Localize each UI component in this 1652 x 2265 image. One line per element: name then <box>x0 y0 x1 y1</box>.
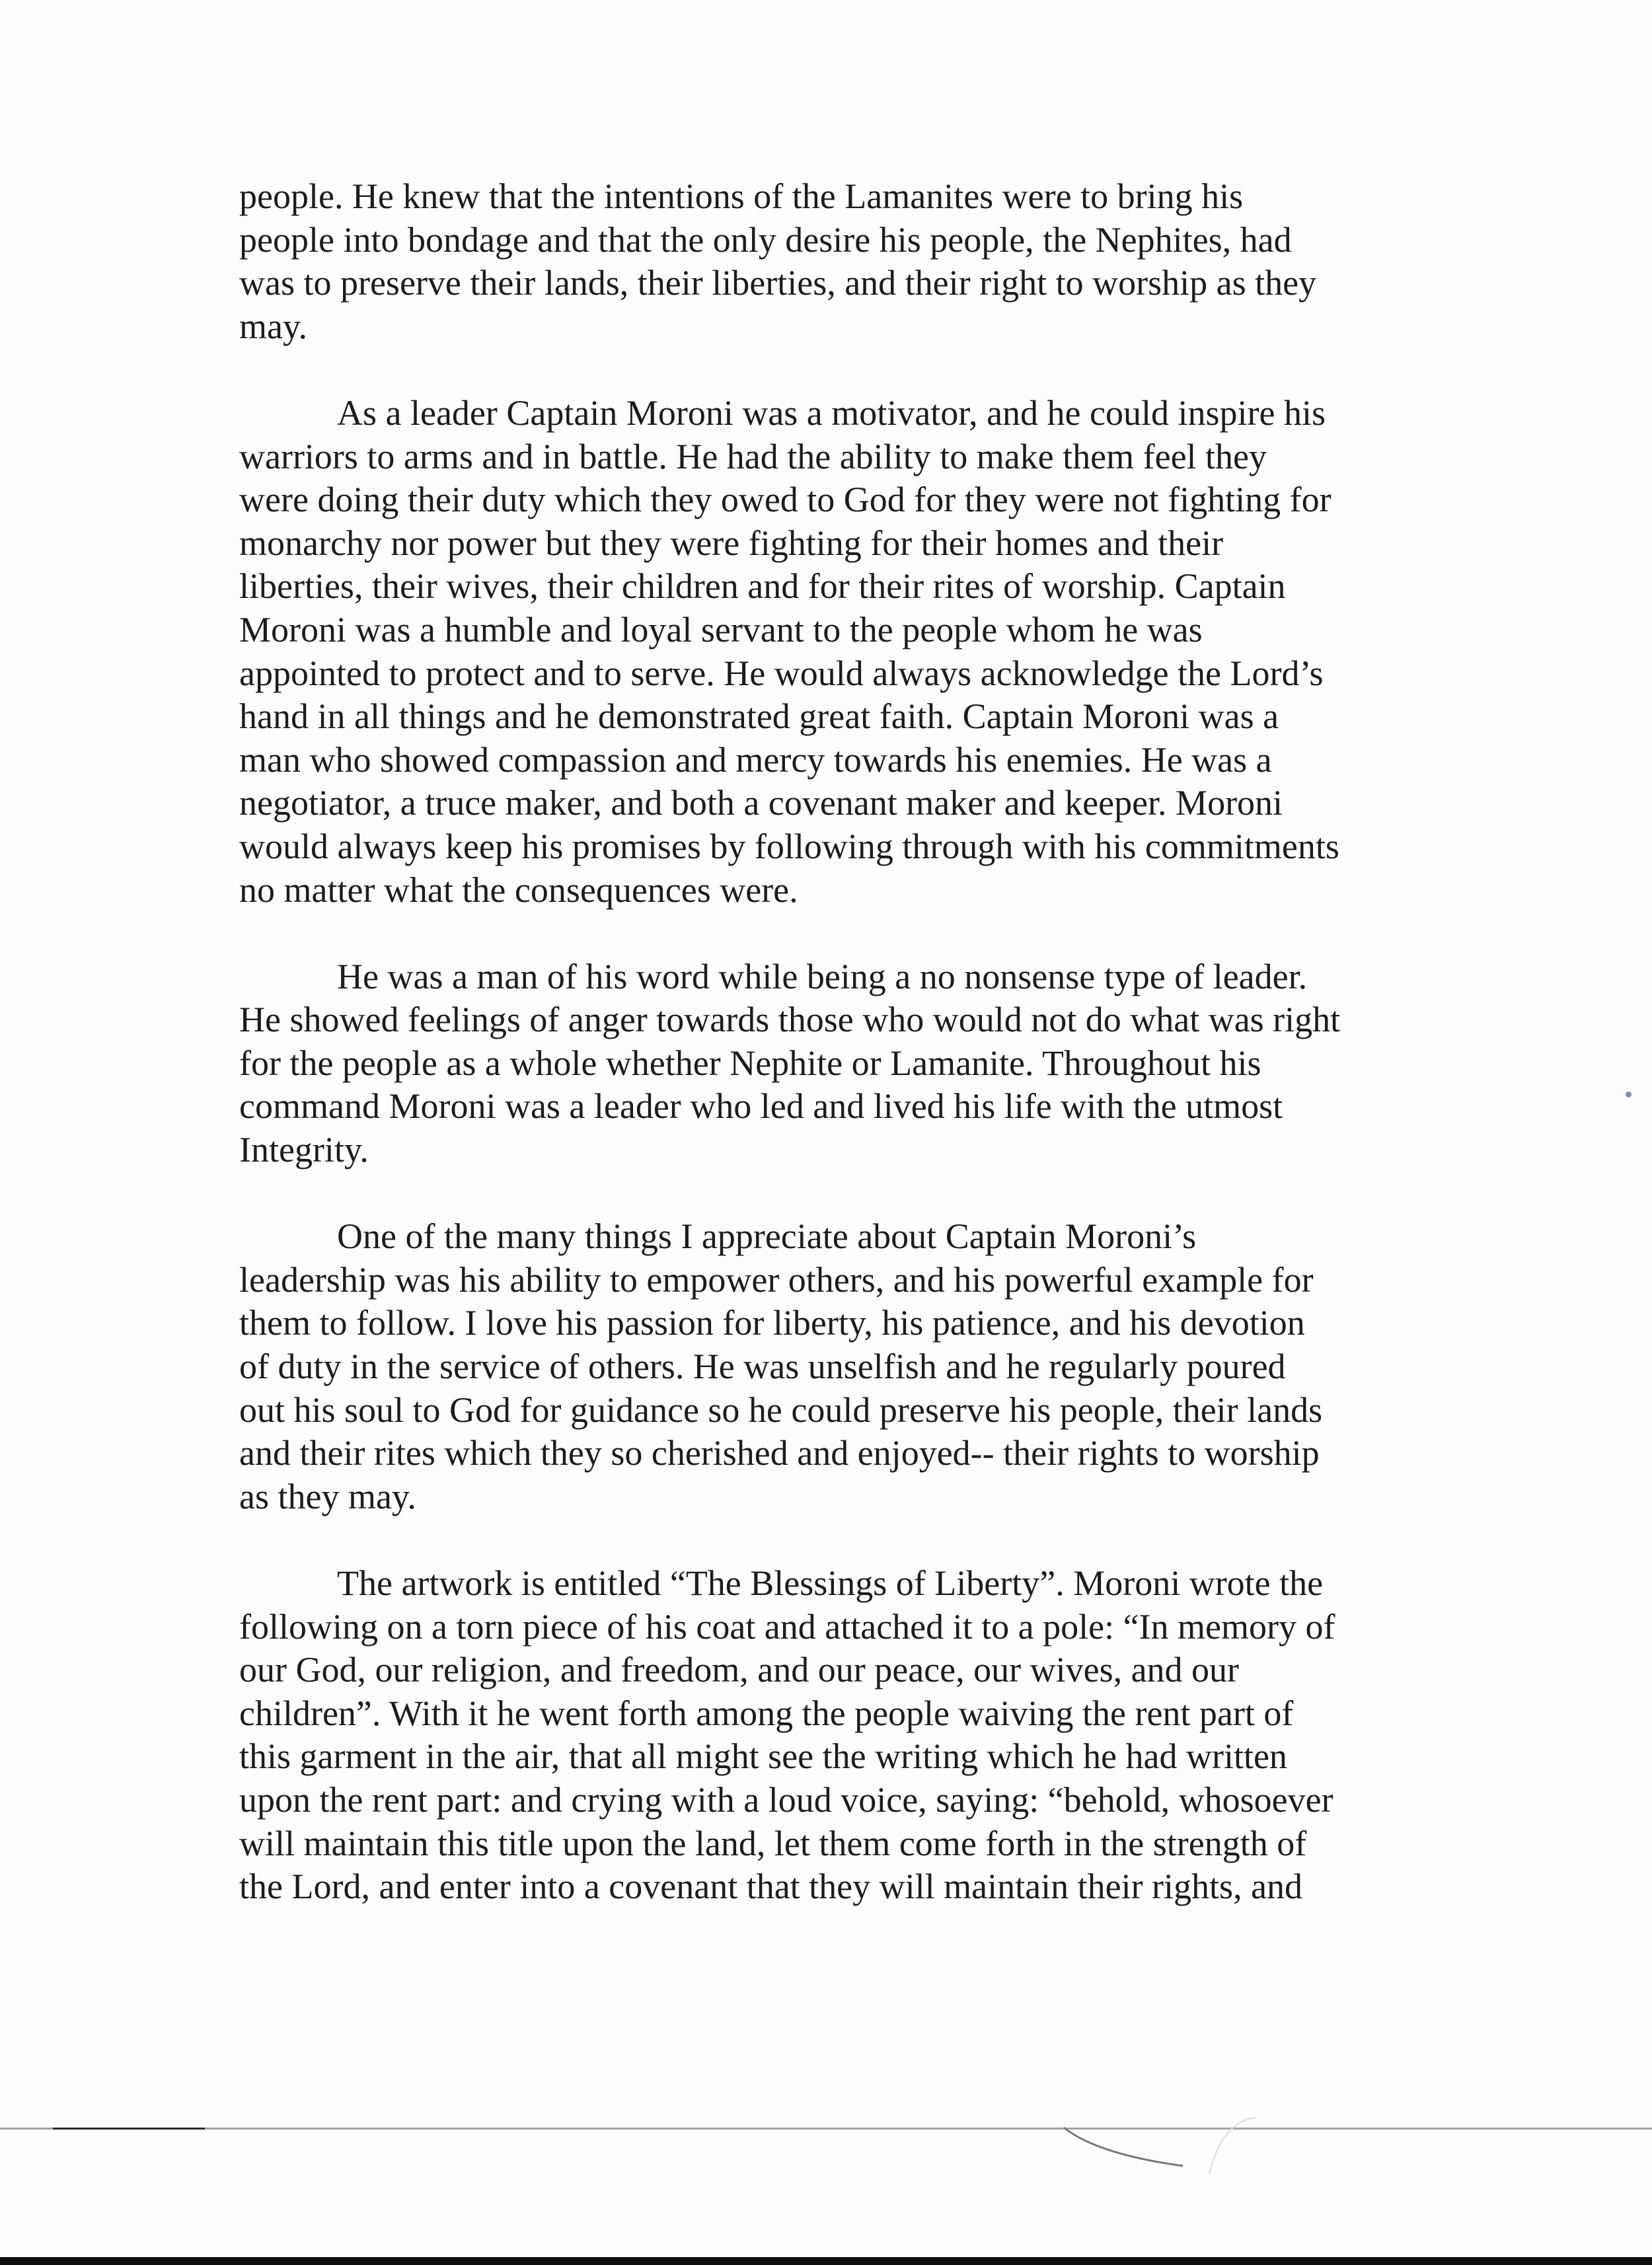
scan-speck <box>1626 1092 1632 1097</box>
paragraph-2-line-10: negotiator, a truce maker, and both a covenant maker and keeper. Moroni <box>239 783 1283 823</box>
document-body <box>239 175 1415 1909</box>
paragraph-gap <box>239 912 1415 955</box>
paragraph-4-line-4: of duty in the service of others. He was unselfish and he regularly poured <box>239 1347 1286 1387</box>
paper-curl-mark <box>1057 2048 1256 2180</box>
paragraph-4-line-3: them to follow. I love his passion for liberty, his patience, and his devotion <box>239 1303 1305 1343</box>
paragraph-5-line-4: children”. With it he went forth among the people waiving the rent part of <box>239 1693 1294 1733</box>
scanner-bottom-edge <box>0 2257 1652 2265</box>
paragraph-1-line-3: was to preserve their lands, their liberties, and their right to worship as they <box>239 263 1317 303</box>
paragraph-5-line-3: our God, our religion, and freedom, and our peace, our wives, and our <box>239 1650 1240 1690</box>
paragraph-2-line-9: man who showed compassion and mercy towards his enemies. He was a <box>239 739 1272 780</box>
paragraph-3-line-4: command Moroni was a leader who led and lived his life with the utmost <box>239 1086 1283 1127</box>
paragraph-2-line-11: would always keep his promises by following through with his commitments <box>239 826 1339 866</box>
scan-fold-line-dark-segment <box>53 2128 205 2130</box>
paragraph-4-line-7: as they may. <box>239 1476 416 1516</box>
paragraph-5-line-5: this garment in the air, that all might see the writing which he had written <box>239 1736 1287 1777</box>
paragraph-2-line-12: no matter what the consequences were. <box>239 870 798 910</box>
paragraph-3-line-2: He showed feelings of anger towards those who would not do what was right <box>239 1000 1341 1040</box>
paragraph-5-line-1: The artwork is entitled “The Blessings of Liberty”. Moroni wrote the <box>337 1563 1324 1603</box>
paragraph-gap <box>239 1518 1415 1562</box>
paragraph-1-line-2: people into bondage and that the only desire his people, the Nephites, had <box>239 219 1292 260</box>
paragraph-4-line-5: out his soul to God for guidance so he could preserve his people, their lands <box>239 1390 1323 1430</box>
paragraph-1-line-4: may. <box>239 306 307 346</box>
paragraph-4-line-1: One of the many things I appreciate about Captain Moroni’s <box>337 1216 1197 1257</box>
paragraph-2-line-5: liberties, their wives, their children and for their rites of worship. Captain <box>239 566 1286 607</box>
paragraph-4-line-6: and their rites which they so cherished and enjoyed-- their rights to worship <box>239 1433 1320 1473</box>
paragraph-2-line-4: monarchy nor power but they were fighting for their homes and their <box>239 523 1224 563</box>
paragraph-5-line-8: the Lord, and enter into a covenant that they will maintain their rights, and <box>239 1867 1303 1907</box>
scan-fold-line <box>0 2128 1652 2130</box>
paragraph-5-line-6: upon the rent part: and crying with a loud voice, saying: “behold, whosoever <box>239 1779 1333 1820</box>
paragraph-2-line-1: As a leader Captain Moroni was a motivator, and he could inspire his <box>337 392 1326 433</box>
paragraph-5-line-2: following on a torn piece of his coat and attached it to a pole: “In memory of <box>239 1606 1335 1647</box>
paragraph-2-line-6: Moroni was a humble and loyal servant to the people whom he was <box>239 609 1203 650</box>
paragraph-2-line-7: appointed to protect and to serve. He would always acknowledge the Lord’s <box>239 653 1324 693</box>
paragraph-gap <box>239 348 1415 392</box>
paragraph-2-line-2: warriors to arms and in battle. He had the ability to make them feel they <box>239 436 1267 476</box>
paragraph-gap <box>239 1172 1415 1216</box>
paper-curl-stroke <box>1064 2128 1183 2166</box>
paragraph-3-line-1: He was a man of his word while being a no nonsense type of leader. <box>337 956 1308 996</box>
paragraph-3-line-5: Integrity. <box>239 1130 369 1170</box>
paragraph-3-line-3: for the people as a whole whether Nephite or Lamanite. Throughout his <box>239 1043 1261 1083</box>
paper-curl-faint <box>1209 2118 1256 2174</box>
paragraph-1-line-1: people. He knew that the intentions of the Lamanites were to bring his <box>239 176 1244 216</box>
paragraph-4-line-2: leadership was his ability to empower others, and his powerful example for <box>239 1259 1314 1300</box>
paragraph-2-line-8: hand in all things and he demonstrated great faith. Captain Moroni was a <box>239 696 1279 737</box>
paragraph-2-line-3: were doing their duty which they owed to God for they were not fighting for <box>239 480 1332 520</box>
paragraph-5-line-7: will maintain this title upon the land, let them come forth in the strength of <box>239 1823 1307 1863</box>
